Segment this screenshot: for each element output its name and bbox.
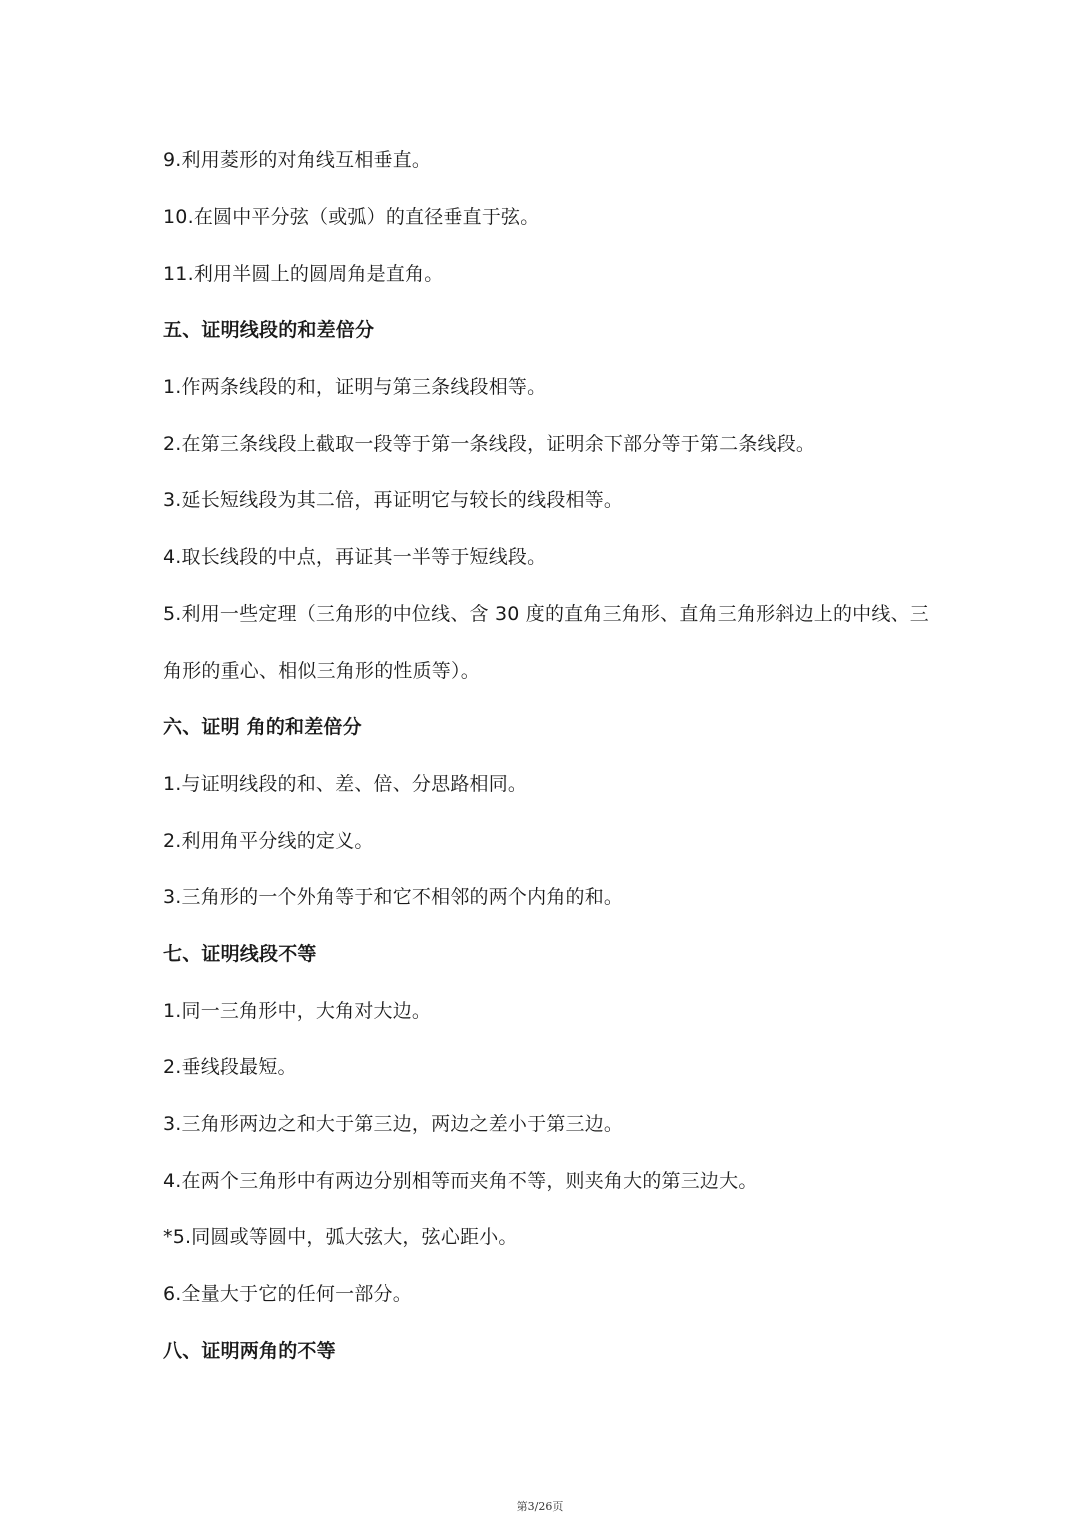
list-item: 2.在第三条线段上截取一段等于第一条线段，证明余下部分等于第二条线段。: [163, 433, 816, 455]
section-heading: 六、证明 角的和差倍分: [163, 716, 362, 738]
section-heading: 八、证明两角的不等: [163, 1340, 336, 1362]
list-item: 10.在圆中平分弦（或弧）的直径垂直于弦。: [163, 206, 540, 228]
section-heading: 七、证明线段不等: [163, 943, 317, 965]
list-item: 9.利用菱形的对角线互相垂直。: [163, 149, 432, 171]
list-item: 4.在两个三角形中有两边分别相等而夹角不等，则夹角大的第三边大。: [163, 1170, 758, 1192]
list-item: 3.延长短线段为其二倍，再证明它与较长的线段相等。: [163, 489, 624, 511]
list-item: 2.垂线段最短。: [163, 1056, 297, 1078]
page-number: 第3/26页: [516, 1500, 564, 1513]
list-item: 2.利用角平分线的定义。: [163, 830, 374, 852]
section-heading: 五、证明线段的和差倍分: [163, 319, 375, 341]
list-item: 1.同一三角形中，大角对大边。: [163, 1000, 432, 1022]
list-item: 3.三角形两边之和大于第三边，两边之差小于第三边。: [163, 1113, 624, 1135]
list-item: 角形的重心、相似三角形的性质等）。: [163, 660, 480, 682]
list-item: 3.三角形的一个外角等于和它不相邻的两个内角的和。: [163, 886, 624, 908]
list-item: 1.作两条线段的和，证明与第三条线段相等。: [163, 376, 547, 398]
list-item: 1.与证明线段的和、差、倍、分思路相同。: [163, 773, 528, 795]
list-item: *5.同圆或等圆中，弧大弦大，弦心距小。: [163, 1226, 518, 1248]
list-item: 4.取长线段的中点，再证其一半等于短线段。: [163, 546, 547, 568]
list-item: 5.利用一些定理（三角形的中位线、含 30 度的直角三角形、直角三角形斜边上的中线、三: [163, 603, 929, 625]
list-item: 6.全量大于它的任何一部分。: [163, 1283, 412, 1305]
list-item: 11.利用半圆上的圆周角是直角。: [163, 263, 444, 285]
